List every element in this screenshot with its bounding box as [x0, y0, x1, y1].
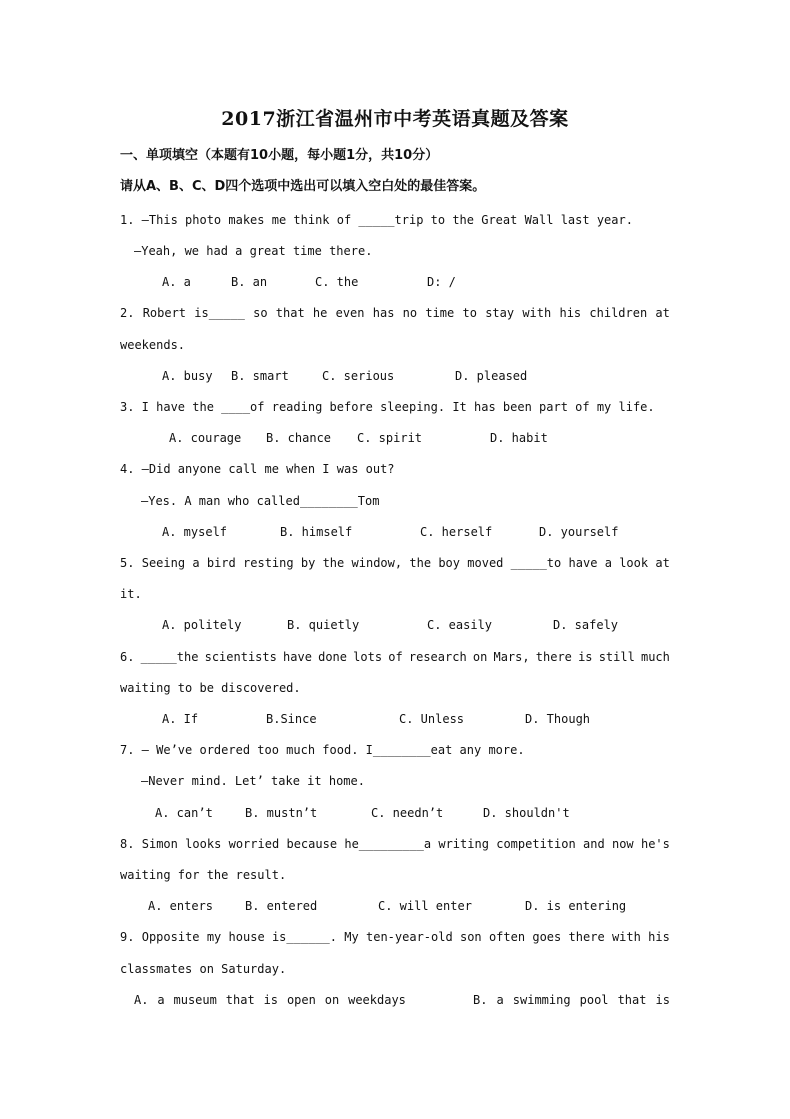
- word: pool: [579, 993, 609, 1007]
- question-5-line-2: it.: [120, 587, 142, 601]
- question-8-option-a: A. enters: [148, 899, 214, 913]
- question-4-option-b: B. himself: [280, 525, 353, 539]
- question-4-option-d: D. yourself: [539, 525, 619, 539]
- word: Seeing: [141, 556, 186, 570]
- word: open: [286, 993, 316, 1007]
- question-4-line-2: —Yes. A man who called________Tom: [141, 494, 380, 508]
- question-7-line-2: —Never mind. Let’ take it home.: [141, 774, 365, 788]
- word: Mars,: [493, 650, 530, 664]
- question-8-line-1: [120, 836, 670, 852]
- question-1-line-1: 1. —This photo makes me think of _____trip to the Great Wall last year.: [120, 213, 633, 227]
- question-4-option-a: A. myself: [162, 525, 228, 539]
- question-6-option-c: C. Unless: [399, 712, 465, 726]
- word: even: [335, 306, 365, 320]
- word: he's: [640, 837, 670, 851]
- word: is______.: [271, 930, 337, 944]
- word: at: [655, 306, 670, 320]
- word: that: [617, 993, 647, 1007]
- word: is_____: [194, 306, 245, 320]
- word: that: [275, 306, 305, 320]
- question-6-option-a: A. If: [162, 712, 199, 726]
- question-9-line-2: classmates on Saturday.: [120, 962, 287, 976]
- question-5-option-c: C. easily: [427, 618, 493, 632]
- word: 8.: [120, 837, 135, 851]
- question-5-option-a: A. politely: [162, 618, 242, 632]
- word: his: [559, 306, 582, 320]
- word: Robert: [142, 306, 187, 320]
- question-1-option-b: B. an: [231, 275, 268, 289]
- question-8-option-d: D. is entering: [525, 899, 627, 913]
- question-5-line-1: [120, 555, 670, 571]
- section-instruction: 请从A、B、C、D四个选项中选出可以填入空白处的最佳答案。: [120, 179, 486, 194]
- word: goes: [532, 930, 562, 944]
- word: there: [535, 650, 572, 664]
- word: B.: [473, 993, 488, 1007]
- question-2-line-1: [120, 305, 670, 321]
- word: look: [619, 556, 649, 570]
- word: a: [192, 556, 200, 570]
- question-4-option-c: C. herself: [420, 525, 493, 539]
- word: done: [318, 650, 347, 664]
- word: 9.: [120, 930, 135, 944]
- word: swimming: [512, 993, 571, 1007]
- question-1-option-d: D: /: [427, 275, 456, 289]
- word: worried: [228, 837, 280, 851]
- word: a: [157, 993, 165, 1007]
- word: bird: [206, 556, 236, 570]
- question-9-option-a: [134, 992, 406, 1008]
- word: window,: [351, 556, 403, 570]
- word: Simon: [141, 837, 178, 851]
- question-6-option-b: B.Since: [266, 712, 317, 726]
- word: research: [408, 650, 467, 664]
- question-6-option-d: D. Though: [525, 712, 591, 726]
- word: boy: [438, 556, 461, 570]
- word: resting: [243, 556, 294, 570]
- word: he_________a: [344, 837, 432, 851]
- question-3-option-a: A. courage: [169, 431, 242, 445]
- question-7-line-1: 7. — We’ve ordered too much food. I________eat any more.: [120, 743, 525, 757]
- question-5-option-b: B. quietly: [287, 618, 360, 632]
- word: 5.: [120, 556, 135, 570]
- question-1-line-2: —Yeah, we had a great time there.: [134, 244, 373, 258]
- word: weekdays: [348, 993, 406, 1007]
- word: now: [611, 837, 634, 851]
- word: writing: [438, 837, 489, 851]
- question-2-line-2: weekends.: [120, 338, 186, 352]
- question-7-option-c: C. needn’t: [371, 806, 444, 820]
- word: that: [225, 993, 255, 1007]
- question-2-option-c: C. serious: [322, 369, 395, 383]
- word: scientists: [204, 650, 277, 664]
- word: a: [604, 556, 612, 570]
- question-2-option-d: D. pleased: [455, 369, 528, 383]
- word: 2.: [120, 306, 135, 320]
- word: to: [462, 306, 477, 320]
- question-3-line-1: 3. I have the ____of reading before sleeping. It has been part of my life.: [120, 400, 655, 414]
- word: stay: [485, 306, 515, 320]
- word: have: [283, 650, 312, 664]
- question-8-option-c: C. will enter: [378, 899, 472, 913]
- word: Opposite: [141, 930, 200, 944]
- word: time: [425, 306, 455, 320]
- word: lots: [353, 650, 383, 664]
- word: children: [589, 306, 648, 320]
- question-7-option-d: D. shouldn't: [483, 806, 570, 820]
- word: is: [263, 993, 279, 1007]
- question-2-option-b: B. smart: [231, 369, 289, 383]
- word: ten-year-old: [366, 930, 453, 944]
- word: because: [286, 837, 338, 851]
- word: _____the: [140, 650, 199, 664]
- section-heading: 一、单项填空（本题有10小题，每小题1分，共10分）: [120, 148, 439, 163]
- word: so: [253, 306, 268, 320]
- question-7-option-a: A. can’t: [155, 806, 213, 820]
- question-3-option-c: C. spirit: [357, 431, 423, 445]
- word: museum: [173, 993, 217, 1007]
- word: no: [402, 306, 418, 320]
- word: he: [312, 306, 328, 320]
- word: A.: [134, 993, 149, 1007]
- word: My: [344, 930, 359, 944]
- word: my: [206, 930, 222, 944]
- word: has: [372, 306, 395, 320]
- word: by: [300, 556, 316, 570]
- question-8-line-2: waiting for the result.: [120, 868, 287, 882]
- word: the: [322, 556, 345, 570]
- word: the: [409, 556, 432, 570]
- question-9-line-1: [120, 929, 670, 945]
- question-7-option-b: B. mustn’t: [245, 806, 318, 820]
- word: still: [598, 650, 635, 664]
- question-4-line-1: 4. —Did anyone call me when I was out?: [120, 462, 395, 476]
- word: is: [578, 650, 593, 664]
- word: often: [488, 930, 526, 944]
- question-3-option-d: D. habit: [490, 431, 548, 445]
- question-1-option-a: A. a: [162, 275, 191, 289]
- question-8-option-b: B. entered: [245, 899, 318, 913]
- word: on: [472, 650, 488, 664]
- word: on: [324, 993, 340, 1007]
- word: have: [568, 556, 598, 570]
- word: house: [228, 930, 265, 944]
- word: with: [522, 306, 552, 320]
- question-3-option-b: B. chance: [266, 431, 332, 445]
- question-6-line-1: [120, 649, 670, 665]
- word: looks: [185, 837, 222, 851]
- question-5-option-d: D. safely: [553, 618, 619, 632]
- word: 6.: [120, 650, 135, 664]
- word: and: [583, 837, 605, 851]
- word: of: [388, 650, 403, 664]
- question-9-option-b: [473, 992, 670, 1008]
- question-6-line-2: waiting to be discovered.: [120, 681, 301, 695]
- word: _____to: [510, 556, 562, 570]
- word: competition: [496, 837, 576, 851]
- question-1-option-c: C. the: [315, 275, 359, 289]
- page-title: 2017浙江省温州市中考英语真题及答案: [221, 108, 569, 130]
- word: at: [655, 556, 670, 570]
- word: there: [568, 930, 605, 944]
- word: is: [655, 993, 670, 1007]
- word: with: [611, 930, 641, 944]
- word: his: [648, 930, 670, 944]
- word: son: [459, 930, 482, 944]
- question-2-option-a: A. busy: [162, 369, 213, 383]
- word: moved: [467, 556, 504, 570]
- word: much: [640, 650, 670, 664]
- word: a: [496, 993, 504, 1007]
